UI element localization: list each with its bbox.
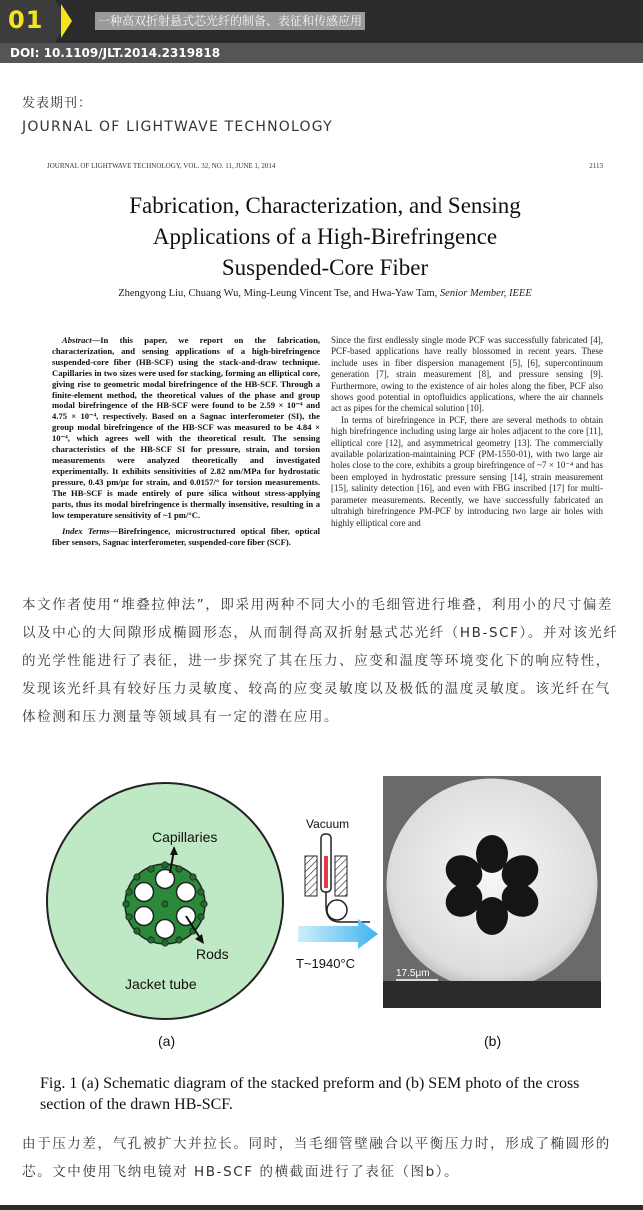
page-number: 2113 [589, 162, 603, 170]
summary-paragraph-1: 本文作者使用“堆叠拉伸法”，即采用两种不同大小的毛细管进行堆叠，利用小的尺寸偏差以及中心的大间隙形成椭圆形态，从而制得高双折射悬式芯光纤（HB-SCF）。并对该光纤的光学性能进行了表征，进一步探究了其在压力、应变和温度等环境变化下的响应特性，发现该光纤具有较好压力灵敏度、较高的应变灵敏度以及极低的温度灵敏度。该光纤在气体检测和压力测量等领域具有一定的潜在应用。 [22, 597, 619, 725]
panel-b-label: (b) [484, 1033, 502, 1049]
vacuum-label: Vacuum [306, 817, 350, 831]
journal-name: JOURNAL OF LIGHTWAVE TECHNOLOGY [22, 119, 333, 135]
panel-a-label: (a) [158, 1033, 176, 1049]
abstract-text: —In this paper, we report on the fabrication, characterization, and sensing applications of a high-birefringence suspended-core fiber (HB-SCF) using the stack-and-draw technique. Capillaries in two sizes were used for stacking, forming an elliptical core, giving rise to geometric modal birefringence of the HB-SCF. Through a finite-element method, the theoretical values of the phase and group modal birefringence of the HB-SCF were found to be 2.59 × 10⁻⁴ and 4.75 × 10⁻⁴, respectively. Based on a Sagnac interferometer (SI), the group modal birefringence of the HB-SCF was measured to be 4.84 × 10⁻⁴, which agrees well with the theoretical result. The sensing characteristics of the HB-SCF SI for pressure, strain, and torsion measurements were analyzed theoretically and investigated experimentally. It exhibits sensitivities of 2.82 nm/MPa for hydrostatic pressure, 0.43 pm/με for strain, and 0.0157/° for torsion measurements. The HB-SCF is made entirely of pure silica without stress-applying parts, thus its modal birefringence is thermally insensitive, resulting in a low temperature sensitivity of ~1 pm/°C. [52, 335, 320, 520]
figure-1 [40, 776, 610, 1066]
abstract-column [52, 335, 320, 548]
jacket-tube-label: Jacket tube [125, 976, 197, 992]
running-header-text: JOURNAL OF LIGHTWAVE TECHNOLOGY, VOL. 32, NO. 11, JUNE 1, 2014 [47, 162, 276, 170]
rods-label: Rods [196, 946, 229, 962]
article-title-cn: 一种高双折射悬式芯光纤的制备、表征和传感应用 [95, 12, 365, 30]
author-suffix: Senior Member, IEEE [439, 288, 532, 299]
arrow-right-icon [298, 919, 378, 949]
sem-cladding-shape [386, 778, 598, 990]
figure-graphic [40, 776, 610, 1066]
paper-title-line: Suspended-Core Fiber [221, 255, 429, 280]
paper-title-line: Applications of a High-Birefringence [152, 224, 498, 249]
doi-bar: DOI: 10.1109/JLT.2014.2319818 [0, 43, 643, 63]
footer-bar [0, 1205, 643, 1210]
body-column [331, 335, 603, 529]
body-paragraph: Since the first endlessly single mode PCF was successfully fabricated [4], PCF-based applications have really blossomed in recent years. These include uses in fiber dispersion management [5], [6], supercontinuum generation [7], strain measurement [8], and pressure sensing [9]. Furthermore, owing to the existence of air holes along the fiber, PCF also shows good potential in optofluidics applications, where the air channels act as pipes for the chemical solution [10]. [331, 335, 603, 414]
temperature-label: T~1940°C [296, 956, 356, 971]
fiber-path-shape [326, 892, 370, 922]
paper-title-line: Fabrication, Characterization, and Sensing [129, 193, 521, 218]
chevron-accent-icon [61, 4, 72, 38]
section-number: 01 [8, 6, 44, 34]
index-terms-text: —Birefringence, microstructured optical fiber, optical fiber sensors, Sagnac interferometer, suspended-core fiber (SCF). [52, 526, 321, 548]
publication-label: 发表期刊： [22, 96, 93, 111]
author-list: Zhengyong Liu, Chuang Wu, Ming-Leung Vincent Tse, and Hwa-Yaw Tam, [118, 288, 438, 299]
paper-title [60, 190, 590, 283]
heated-zone-shape [324, 856, 328, 888]
figure-caption: Fig. 1 (a) Schematic diagram of the stacked preform and (b) SEM photo of the cross section of the drawn HB-SCF. [40, 1075, 580, 1113]
capillaries-label: Capillaries [152, 829, 218, 845]
paper-running-header [47, 162, 603, 170]
index-terms-paragraph [52, 526, 320, 548]
index-terms-label: Index Terms [62, 526, 110, 537]
header-bar [0, 0, 643, 43]
section-number-box [0, 0, 55, 43]
paper-authors [40, 288, 610, 299]
abstract-paragraph [52, 335, 320, 520]
fiber-coil-shape [327, 900, 347, 920]
scale-bar-label: 17.5μm [396, 968, 430, 979]
summary-paragraph-2: 由于压力差，气孔被扩大并拉长。同时，当毛细管壁融合以平衡压力时，形成了椭圆形的芯。文中使用飞纳电镜对 HB-SCF 的横截面进行了表征（图b）。 [22, 1136, 611, 1180]
abstract-label: Abstract [62, 335, 92, 345]
body-paragraph: In terms of birefringence in PCF, there are several methods to obtain high birefringence including using large air holes adjacent to the core [11], elliptical core [12], and asymmetrical geometry [13]. The commercially available polarization-maintaining PCF (PM-1550-01), with two large air holes close to the core, exhibits a group birefringence of ~7 × 10⁻⁴ and has been employed in hydrostatic pressure sensing [14], strain measurement [15], salinity detection [16], and even with FBG inscribed [17] for multi-parameter measurements. Recently, we have successfully fabricated an ultrahigh birefringence PM-PCF by introducing two large air holes with highly elliptical core and [331, 414, 603, 528]
sem-info-bar [383, 981, 601, 1008]
